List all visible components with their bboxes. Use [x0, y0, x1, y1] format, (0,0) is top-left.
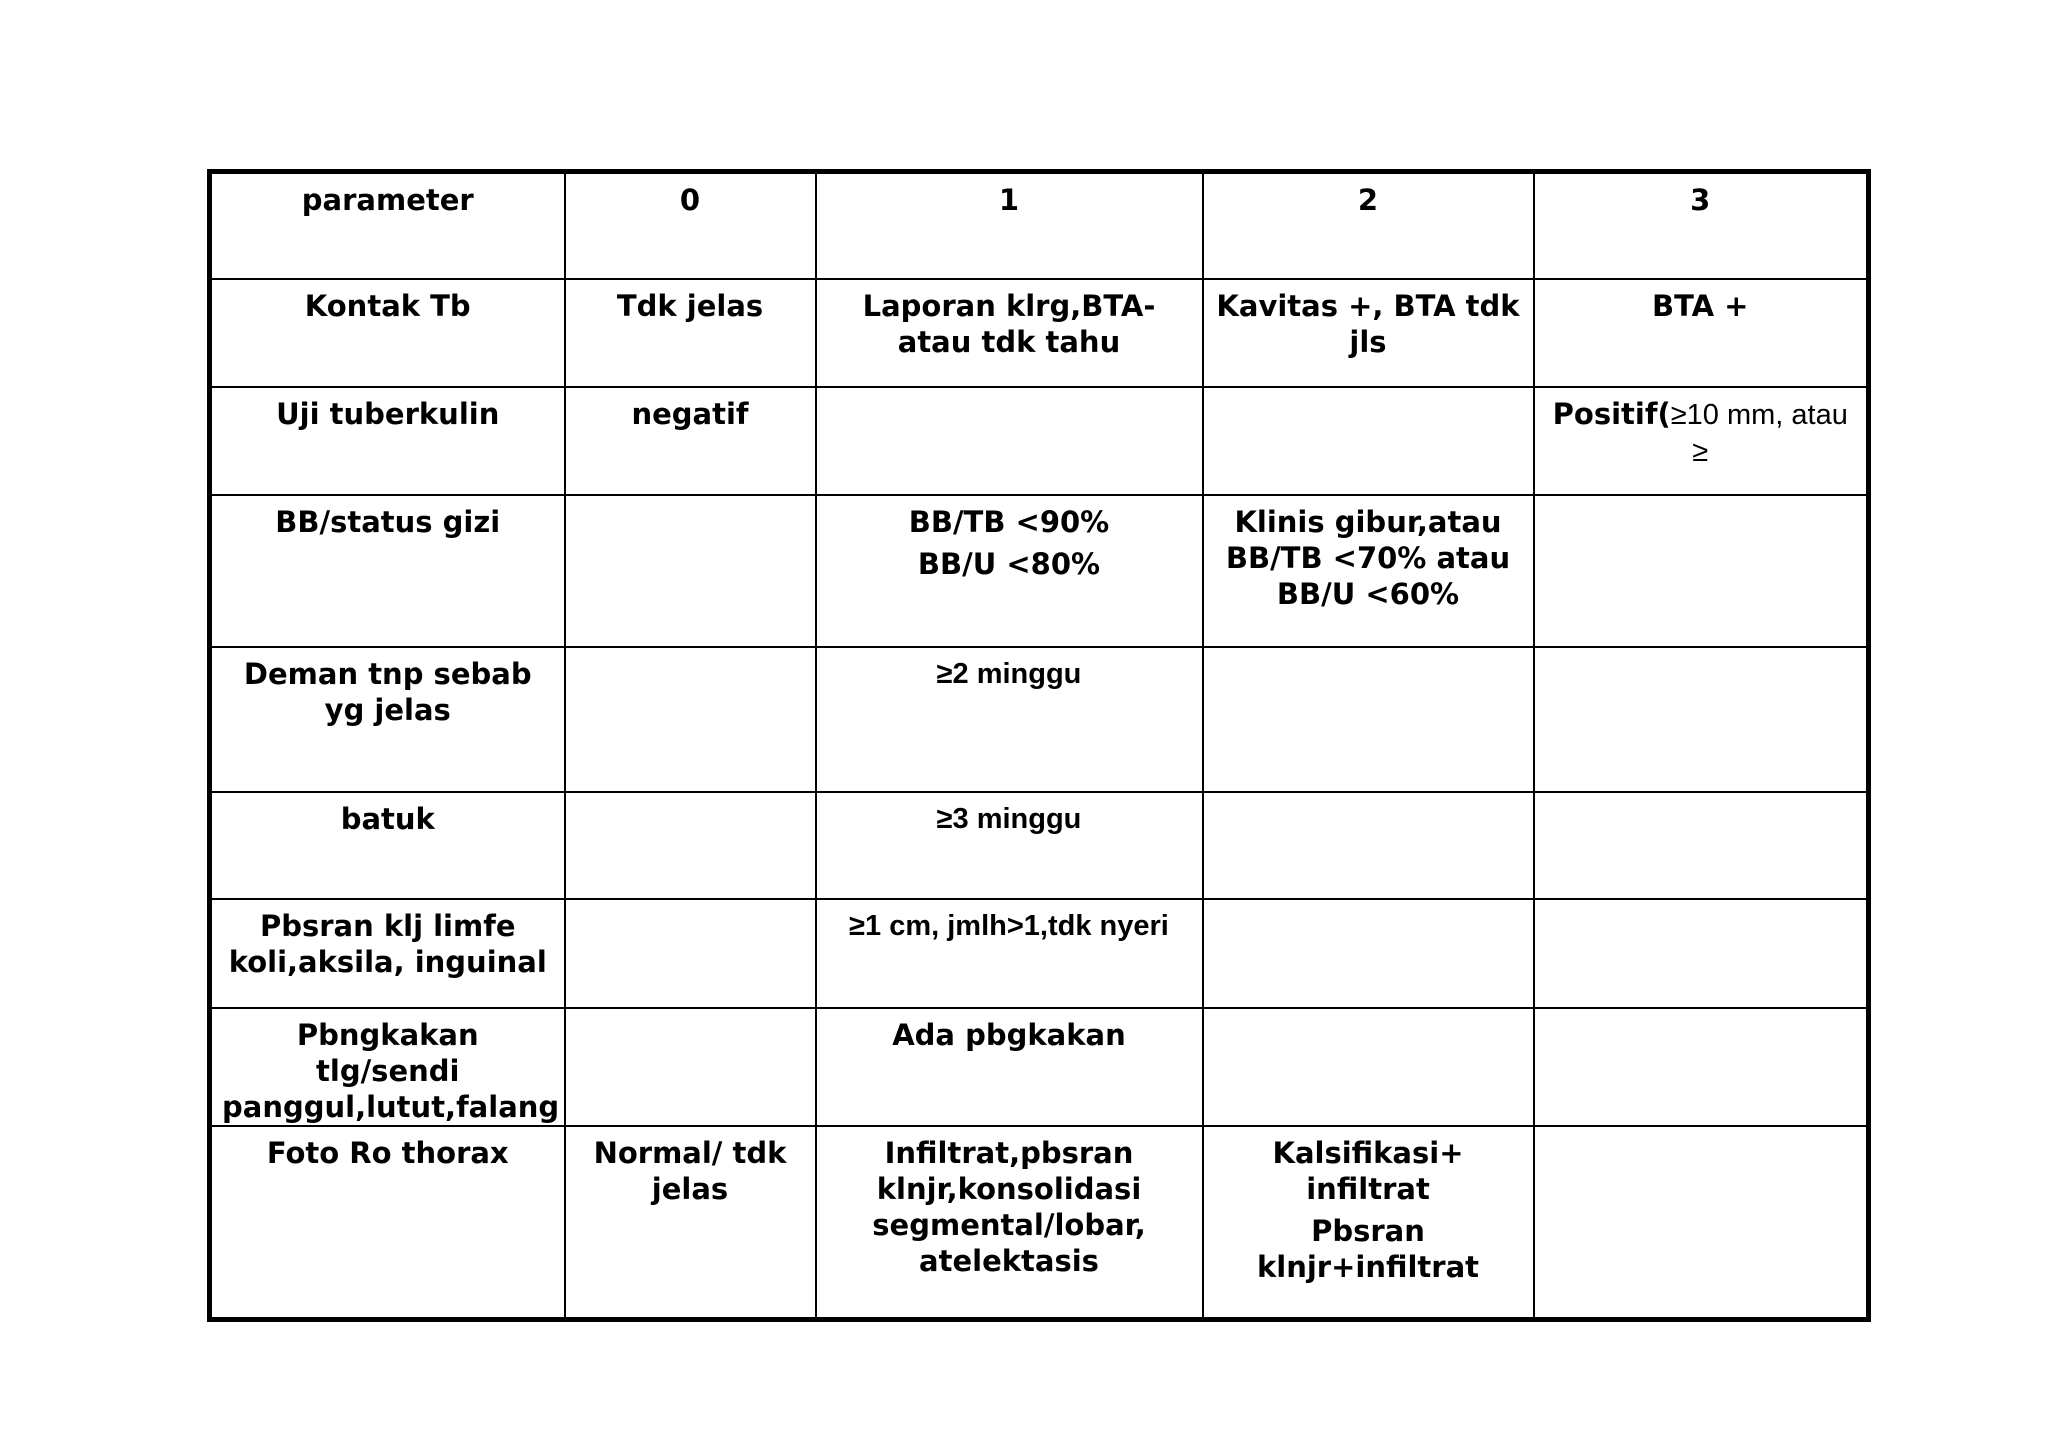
cell-score-0: Tdk jelas	[565, 279, 816, 387]
cell-score-1: Infiltrat,pbsran klnjr,konsolidasi segmental/lobar, atelektasis	[816, 1126, 1203, 1320]
cell-score-3	[1534, 647, 1869, 792]
cell-score-1: ≥3 minggu	[816, 792, 1203, 899]
cell-text-bold: Positif(	[1552, 396, 1671, 431]
table-row-pbngkakan	[210, 1008, 1869, 1126]
cell-parameter: Uji tuberkulin	[210, 387, 565, 495]
cell-score-2	[1203, 647, 1534, 792]
cell-parameter: Deman tnp sebab yg jelas	[210, 647, 565, 792]
cell-parameter: Pbngkakan tlg/sendi panggul,lutut,falang	[210, 1008, 565, 1126]
cell-parameter: Pbsran klj limfe koli,aksila, inguinal	[210, 899, 565, 1008]
cell-score-1: ≥2 minggu	[816, 647, 1203, 792]
header-score-2: 2	[1203, 172, 1534, 279]
cell-score-2	[1203, 899, 1534, 1008]
cell-score-0	[565, 792, 816, 899]
cell-line: Kalsifikasi+ infiltrat	[1272, 1135, 1464, 1206]
cell-score-1	[816, 387, 1203, 495]
table-row-kontak-tb	[210, 279, 1869, 387]
cell-score-3	[1534, 899, 1869, 1008]
cell-parameter: BB/status gizi	[210, 495, 565, 647]
cell-score-0	[565, 899, 816, 1008]
table-row-batuk	[210, 792, 1869, 899]
table-row-demam	[210, 647, 1869, 792]
cell-score-1: Laporan klrg,BTA- atau tdk tahu	[816, 279, 1203, 387]
cell-score-0: Normal/ tdk jelas	[565, 1126, 816, 1320]
header-parameter: parameter	[210, 172, 565, 279]
cell-line: Pbsran klnjr+infiltrat	[1256, 1213, 1480, 1284]
table-row-foto-ro-thorax	[210, 1126, 1869, 1320]
table-row-bb-status-gizi	[210, 495, 1869, 647]
cell-score-0	[565, 495, 816, 647]
header-score-3: 3	[1534, 172, 1869, 279]
scoring-table	[207, 169, 1871, 1322]
cell-parameter: Foto Ro thorax	[210, 1126, 565, 1320]
cell-score-2: Kavitas +, BTA tdk jls	[1203, 279, 1534, 387]
cell-score-1: Ada pbgkakan	[816, 1008, 1203, 1126]
cell-score-3	[1534, 1008, 1869, 1126]
cell-score-2: Klinis gibur,atau BB/TB <70% atau BB/U <60%	[1203, 495, 1534, 647]
cell-score-3	[1534, 792, 1869, 899]
table-row-uji-tuberkulin	[210, 387, 1869, 495]
cell-line: BB/TB <90%	[908, 504, 1110, 539]
table-row-pbsran-klj-limfe	[210, 899, 1869, 1008]
cell-score-2	[1203, 1008, 1534, 1126]
cell-score-0	[565, 1008, 816, 1126]
cell-score-2	[1203, 1126, 1534, 1320]
cell-score-3	[1534, 387, 1869, 495]
cell-parameter: Kontak Tb	[210, 279, 565, 387]
cell-score-1	[816, 495, 1203, 647]
cell-score-2	[1203, 387, 1534, 495]
cell-score-1: ≥1 cm, jmlh>1,tdk nyeri	[816, 899, 1203, 1008]
cell-score-3: BTA +	[1534, 279, 1869, 387]
cell-score-2	[1203, 792, 1534, 899]
header-row	[210, 172, 1869, 279]
cell-text-normal: ≥10 mm, atau ≥	[1670, 398, 1848, 468]
cell-line: BB/U <80%	[917, 546, 1101, 581]
cell-score-3	[1534, 495, 1869, 647]
cell-score-3	[1534, 1126, 1869, 1320]
cell-parameter: batuk	[210, 792, 565, 899]
cell-score-0	[565, 647, 816, 792]
cell-score-0: negatif	[565, 387, 816, 495]
header-score-1: 1	[816, 172, 1203, 279]
header-score-0: 0	[565, 172, 816, 279]
